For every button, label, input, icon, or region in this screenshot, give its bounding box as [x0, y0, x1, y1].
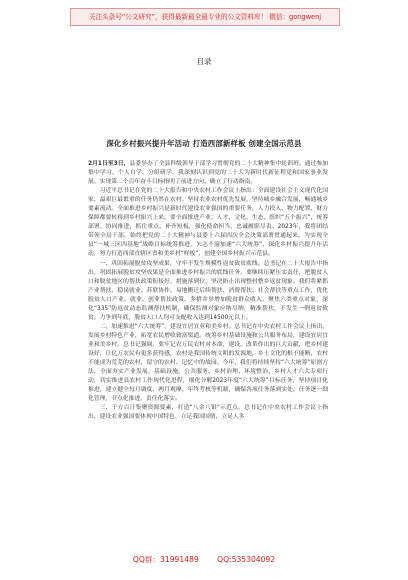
paragraph-1-text: 县委举办了全县科级领导干部学习贯彻党的二十大精神集中轮训班。通过参加集中学习、个人自学、分组研学，我深刻认识到党的二十大为新时代新征程党和国家事业发展、实现第二个百年奋斗目标指明了前进方向、确立了行动指南。: [88, 161, 328, 186]
paragraph-4: 二、加速推进“六大统筹”，建设宜居宜业和美乡村。总书记在中央农村工作会议上指出，发展乡村特色产业，拓宽农民增收致富渠道。统筹乡村基础设施和公共服务布局，建设宜居宜业和美乡村。总书记强调，要牢记农万民农村对本命，建设。改革作出的巨大贡献，把乡村建设好，让亿万农民有更多获得感，农村是我国传统文明的发源地，乡土文化的根不能断，农村不能成为荒芜的农村、留守的农村、记忆中的故园。今年，我们将持续坚持“六大统筹”原则方法，全面夯实产业发展、基础设施、公共服务、乡村治理、环境整治、乡村人才六大专项行动，切实推进县农村工作现代化进程，细化分解2023年度“六大统筹”目标任务，坚持项目化推进，建立健全每月调度、两月观摩、年终考核等机制，确保各项任务落到实处，任务逐一细化管理，节点化推进，责任化落实。: [88, 323, 328, 403]
qq-number: QQ:535304092: [217, 555, 276, 564]
qq-group: QQ群：31991489: [132, 555, 199, 564]
paragraph-3: 一、巩固拓展脱贫攻坚成果，守牢不发生规模性返贫致贫底线。总书记在二十大报告中指出，巩固拓展脱贫攻坚成果是全面推进乡村振兴的底线任务，要继续压紧压实责任，把脱贫人口和脱贫地区的帮扶政策衔接好、措施落到位，坚决防止出现整村整乡返贫现象。我们将紧抓产业帮扶、稳岗就业、苏联协作、易地搬迁后续帮扶、消费帮扶、社会帮扶等重点工作，优化脱贫人口产业、就业、创业帮扶政策，多措并举增加脱贫群众收入。聚焦六类重点对象，深化“335”防返贫动态监测帮扶机制，确保监测对象应纳尽纳，精准帮扶，不发生一例返贫致贫。力争到年底，脱贫人口人均可支配收入达到14500元以上。: [88, 260, 328, 321]
paragraph-1: [88, 160, 328, 187]
date-lead: 2月1日至3日，: [88, 161, 130, 167]
paragraph-2: 习近平总书记在党的二十大报告和中央农村工作会议上指出：全面建设社会主义现代化国家，最艰巨最繁重的任务仍然在农村。坚持农业农村优先发展，坚持城乡融合发展，畅通城乡要素流动。全面推进乡村振兴是新时代建设农业强国的重要任务，人力投入、物力配置、财力保障都要转移到乡村振兴上来。要全面推进产业、人才、文化、生态、组织“五个振兴”，统筹部署、协同推进，抓住重点、补齐短板，强化使命担当，忠诚履职尽责。2023年，我将团结带领全局干部，始终把党的二十大精神与县委十六届四次全会决策部署贯通起来，为实现全县“一城三区四基地”战略目标统筹推进，矢志不渝加速“六大统筹”，深化乡村振兴提升年活动，努力打造西部直辖区省和美乡村“样板”，创建全国乡村振兴示范县。: [88, 188, 328, 258]
promo-banner[interactable]: 关注头条号“公文研究”，获得最新最全最专业的公文资料库！ 微信：gongwenj: [70, 8, 340, 26]
article-body: [88, 160, 328, 422]
article-title: 深化乡村振兴提升年活动 打造西部新样板 创建全国示范县: [106, 139, 302, 148]
toc-heading: 目录: [196, 57, 212, 66]
paragraph-5: 三、千方百计集聚资源要素，打造“八金八银”示范点。总书记在中央农村工作会议上指出，建设农业强国要体现中国特色，立足我国国情，立足人多: [88, 405, 328, 421]
footer-contact: [0, 554, 408, 565]
